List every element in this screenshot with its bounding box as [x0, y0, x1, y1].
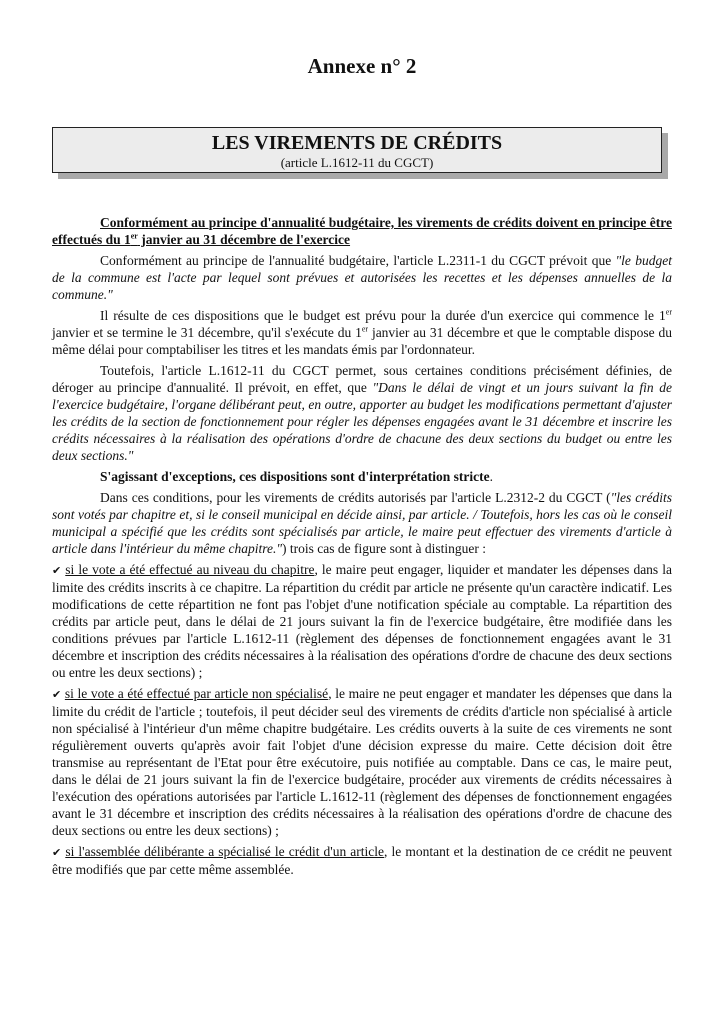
paragraph-2: [52, 252, 672, 303]
p3-text-c: janvier au 31 décembre et que le comptable dispose du même délai pour comptabiliser les titres et les mandats émis par l'ordonnateur.: [52, 325, 672, 357]
p1-text-b: janvier au 31 décembre de l'exercice: [137, 232, 351, 247]
p1-sup: er: [130, 231, 138, 241]
item-3-text: , le montant et la destination de ce crédit ne peuvent être modifiés que par cette même assemblée.: [52, 844, 672, 877]
p3-text-a: Il résulte de ces dispositions que le budget est prévu pour la durée d'un exercice qui commence le 1: [100, 308, 666, 323]
checkmark-icon: ✔: [52, 564, 62, 577]
p1-text-a: Conformément au principe d'annualité budgétaire, les virements de crédits doivent en principe être effectués du 1: [52, 215, 672, 247]
p4-text: Toutefois, l'article L.1612-11 du CGCT permet, sous certaines conditions précisément définies, de déroger au principe d'annualité. Il prévoit, en effet, que: [52, 363, 672, 395]
item-1-lead: si le vote a été effectué au niveau du chapitre: [65, 562, 315, 577]
paragraph-5: [52, 468, 672, 485]
paragraph-1: [52, 214, 672, 248]
document-subtitle: (article L.1612-11 du CGCT): [280, 155, 434, 170]
document-body: [52, 214, 672, 882]
p5-text: S'agissant d'exceptions, ces dispositions sont d'interprétation stricte: [100, 469, 490, 484]
p4-quote: "Dans le délai de vingt et un jours suivant la fin de l'exercice budgétaire, l'organe délibérant peut, en outre, apporter au budget les modifications permettant d'ajuster les crédits de la section de fonctionnement pour régler les dépenses engagées avant le 31 décembre et inscrire les crédits nécessaires à la réalisation des opérations d'ordre de chacune des deux sections du budget ou entre les deux sections.": [52, 380, 672, 463]
p6-text-a: Dans ces conditions, pour les virements de crédits autorisés par l'article L.2312-2 du CGCT (: [100, 490, 611, 505]
paragraph-3: [52, 307, 672, 358]
paragraph-6: [52, 489, 672, 557]
list-item-assemblee: [52, 843, 672, 878]
item-2-text: , le maire ne peut engager et mandater les dépenses que dans la limite du crédit de l'article ; toutefois, il peut décider seul des virements de crédits d'article non spécialisé à article non spécialisé à l'intérieur d'un même chapitre budgétaire. Les crédits ouverts à la suite de ces virements ne sont régulièrement ouverts qu'après avoir fait l'objet d'une décision expresse du maire. Cette décision doit être transmise au représentant de l'Etat pour être exécutoire, puis notifiée au comptable. Dans ce cas, le maire peut, dans le délai de 21 jours suivant la fin de l'exercice budgétaire, procéder aux virements de crédits nécessaires à l'exécution des opérations autorisées par l'article L.1612-11 (règlement des dépenses de fonctionnement engagées avant le 31 décembre et inscription des crédits nécessaires à la réalisation des opérations d'ordre de chacune des deux sections ou entre les deux sections) ;: [52, 686, 673, 838]
item-1-text: , le maire peut engager, liquider et mandater les dépenses dans la limite des crédits inscrits à ce chapitre. La répartition du crédit par article ne présente qu'un caractère indicatif. Les modifications de cette répartition ne font pas l'objet d'une notification spéciale au comptable. La répartition des crédits par article peut, dans le délai de 21 jours suivant la fin de l'exercice budgétaire, être modifiée dans les conditions prévues par l'article L.1612-11 (règlement des dépenses de fonctionnement engagées avant le 31 décembre et inscription des crédits nécessaires à la réalisation des opérations d'ordre de chacune des deux sections ou entre les deux sections) ;: [52, 562, 672, 680]
item-3-lead: si l'assemblée délibérante a spécialisé le crédit d'un article: [65, 844, 385, 859]
p6-quote: "les crédits sont votés par chapitre et, si le conseil municipal en décide ainsi, par article. / Toutefois, hors les cas où le conseil municipal a spécifié que les crédits sont spécialisés par article, le maire peut effectuer des virements d'article à article dans l'intérieur du même chapitre.": [52, 490, 672, 556]
p2-text: Conformément au principe de l'annualité budgétaire, l'article L.2311-1 du CGCT prévoit que: [100, 253, 616, 268]
item-2-lead: si le vote a été effectué par article non spécialisé: [64, 686, 329, 701]
document-title: LES VIREMENTS DE CRÉDITS: [211, 132, 503, 154]
checkmark-icon: ✔: [52, 688, 62, 701]
p6-text-b: ) trois cas de figure sont à distinguer :: [282, 541, 486, 556]
p3-text-b: janvier et se termine le 31 décembre, qu'il s'exécute du 1: [52, 325, 362, 340]
p3-sup2: er: [361, 324, 369, 334]
list-item-article: [52, 685, 672, 839]
p5-end: .: [489, 469, 494, 484]
paragraph-4: [52, 362, 672, 464]
p2-quote: "le budget de la commune est l'acte par lequel sont prévues et autorisées les recettes et les dépenses annuelles de la commune.": [52, 253, 672, 302]
annexe-heading: Annexe n° 2: [307, 54, 417, 78]
p3-sup1: er: [665, 307, 672, 317]
title-box: [52, 127, 662, 173]
list-item-chapitre: [52, 561, 672, 681]
checkmark-icon: ✔: [52, 846, 62, 859]
